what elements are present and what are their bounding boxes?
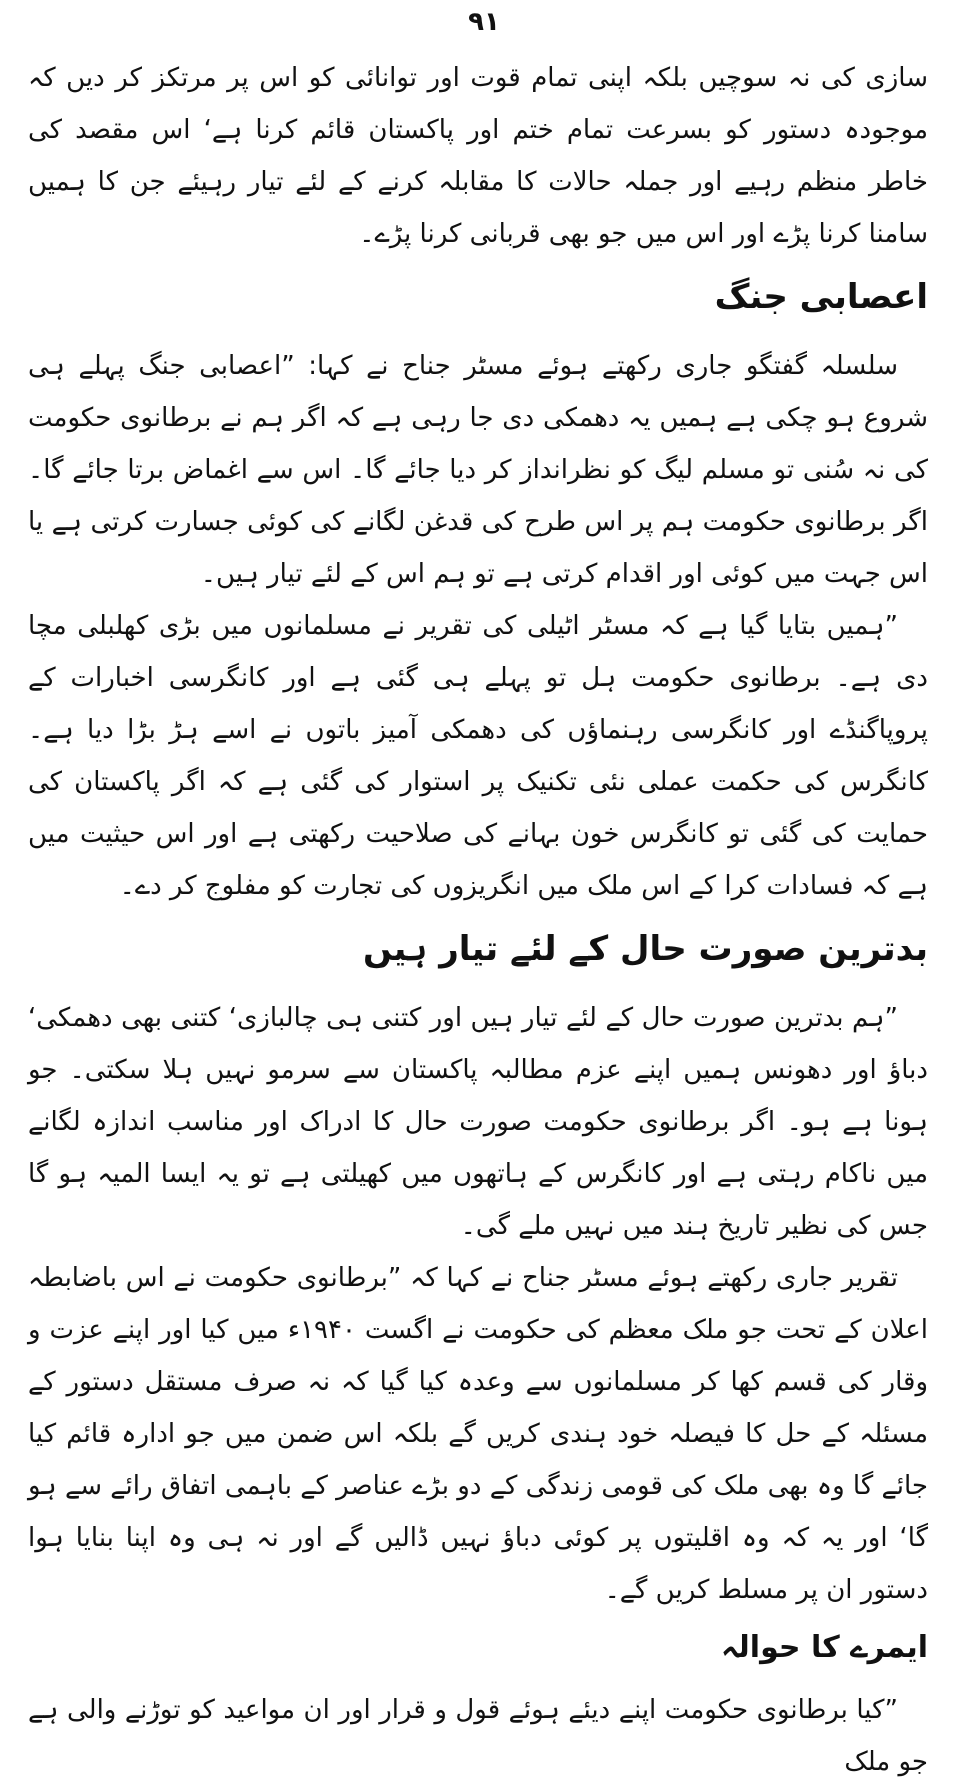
page-number: ۹۱ — [468, 7, 500, 37]
heading-worst-situation: بدترین صورت حال کے لئے تیار ہیں — [362, 929, 928, 969]
paragraph-august-declaration: تقریر جاری رکھتے ہوئے مسٹر جناح نے کہا کہ ”برطانوی حکومت نے اس باضابطہ اعلان کے تحت جو ملک معظم کی حکومت نے اگست ۱۹۴۰ء میں کیا اور اپنے عزت و وقار کی قسم کھا کر مسلمانوں سے وعدہ کیا گیا کہ نہ صرف مستقل دستور کے مسئلہ کے حل کا فیصلہ خود ہندی کریں گے بلکہ اس ضمن میں جو ادارہ قائم کیا جائے گا وہ بھی ملک کی قومی زندگی کے دو بڑے عناصر کے باہمی اتفاق رائے سے ہو گا‘ اور یہ کہ وہ اقلیتوں پر کوئی دباؤ نہیں ڈالیں گے اور نہ ہی وہ اپنا بنایا ہوا دستور ان پر مسلط کریں گے۔ — [28, 1263, 928, 1605]
heading-amery-reference: ایمرے کا حوالہ — [720, 1630, 928, 1665]
paragraph-worst-situation: ”ہم بدترین صورت حال کے لئے تیار ہیں اور کتنی ہی چالبازی‘ کتنی بھی دھمکی‘ دباؤ اور دھونس ہمیں اپنے عزم مطالبہ پاکستان سے سرمو نہیں ہلا سکتی۔ جو ہونا ہے ہو۔ اگر برطانوی حکومت صورت حال کا ادراک اور مناسب اندازہ لگانے میں ناکام رہتی ہے اور کانگرس کے ہاتھوں میں کھیلتی ہے تو یہ ایسا المیہ ہو گا جس کی نظیر تاریخ ہند میں نہیں ملے گی۔ — [28, 1003, 928, 1241]
heading-nerve-war: اعصابی جنگ — [714, 277, 928, 317]
paragraph-continuation: سازی کی نہ سوچیں بلکہ اپنی تمام قوت اور توانائی کو اس پر مرتکز کر دیں کہ موجودہ دستور کو بسرعت تمام ختم اور پاکستان قائم کرنا ہے‘ اس مقصد کی خاطر منظم رہیے اور جملہ حالات کا مقابلہ کرنے کے لئے تیار رہیئے جن کا ہمیں سامنا کرنا پڑے اور اس میں جو بھی قربانی کرنا پڑے۔ — [28, 63, 928, 249]
paragraph-attlee-speech: ”ہمیں بتایا گیا ہے کہ مسٹر اٹیلی کی تقریر نے مسلمانوں میں بڑی کھلبلی مچا دی ہے۔ برطانوی حکومت ہل تو پہلے ہی گئی ہے اور کانگرسی اخبارات کے پروپاگنڈے اور کانگرسی رہنماؤں کی دھمکی آمیز باتوں نے اسے ہڑ بڑا دیا ہے۔ کانگرس کی حکمت عملی نئی تکنیک پر استوار کی گئی ہے کہ اگر پاکستان کی حمایت کی گئی تو کانگرس خون بہانے کی صلاحیت رکھتی ہے اور اس حیثیت میں ہے کہ فسادات کرا کے اس ملک میں انگریزوں کی تجارت کو مفلوج کر دے۔ — [28, 611, 928, 901]
page-body — [28, 52, 928, 1788]
paragraph-nerve-war: سلسلہ گفتگو جاری رکھتے ہوئے مسٹر جناح نے کہا: ”اعصابی جنگ پہلے ہی شروع ہو چکی ہے ہمیں یہ دھمکی دی جا رہی ہے کہ اگر ہم نے برطانوی حکومت کی نہ سُنی تو مسلم لیگ کو نظرانداز کر دیا جائے گا۔ اس سے اغماض برتا جائے گا۔ اگر برطانوی حکومت ہم پر اس طرح کی قدغن لگانے کی کوئی جسارت کرتی ہے یا اس جہت میں کوئی اور اقدام کرتی ہے تو ہم اس کے لئے تیار ہیں۔ — [28, 351, 928, 589]
paragraph-amery-quote: ”کیا برطانوی حکومت اپنے دیئے ہوئے قول و قرار اور ان مواعید کو توڑنے والی ہے جو ملک — [28, 1695, 928, 1777]
